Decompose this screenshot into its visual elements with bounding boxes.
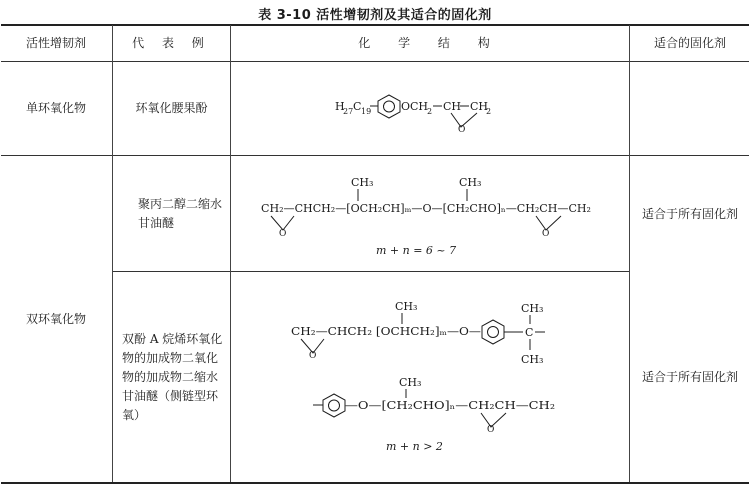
benzene-ring-icon <box>323 394 345 417</box>
bpa-line1: CH₂—CHCH₂ [OCHCH₂]ₘ—O— <box>291 325 481 338</box>
cardanol-chain-c-sub: 19 <box>361 107 372 116</box>
cardanol-och2-sub: 2 <box>427 107 433 116</box>
header-chemical-structure: 化 学 结 构 <box>358 36 502 50</box>
example-ppg-diglycidyl-ether: 聚丙二醇二缩水甘油醚 <box>138 197 223 230</box>
curing-agent-row2: 适合于所有固化剂 <box>641 206 738 221</box>
cardanol-ch: CH <box>443 100 462 113</box>
category-diepoxide: 双环氧化物 <box>25 311 86 326</box>
cardanol-ch2: CH <box>470 100 489 113</box>
bpa-mn-note: m + n > 2 <box>386 440 443 453</box>
table-caption: 表 3-10 活性增韧剂及其适合的固化剂 <box>258 8 492 23</box>
cardanol-epoxy-o: O <box>458 125 466 135</box>
bpa-epoxy-o-1: O <box>309 351 317 361</box>
header-curing-agent: 适合的固化剂 <box>653 36 726 50</box>
bpa-methyl-top: CH₃ <box>395 300 418 313</box>
curing-agent-row3: 适合于所有固化剂 <box>641 369 738 384</box>
benzene-ring-icon <box>378 95 400 118</box>
bpa-methyl-2: CH₃ <box>399 376 422 389</box>
header-example: 代 表 例 <box>132 36 211 50</box>
structure-bisphenol-a-adduct <box>231 272 629 482</box>
bpa-quaternary-c: C <box>525 326 534 339</box>
bpa-ch3-bottom: CH₃ <box>521 353 544 366</box>
cardanol-chain-h: H <box>335 100 345 113</box>
ppg-epoxy-o-left: O <box>279 229 287 239</box>
bpa-ch3-top: CH₃ <box>521 302 544 315</box>
curing-agent-row1 <box>630 62 750 155</box>
ppg-main-chain: CH₂—CHCH₂—[OCH₂CH]ₘ—O—[CH₂CHO]ₙ—CH₂CH—CH₂ <box>261 202 591 215</box>
ppg-mn-note: m + n = 6 ~ 7 <box>376 244 457 257</box>
example-bisphenol-a-adduct: 双酚 A 烷烯环氧化物的加成物二氧化物的加成物二缩水甘油醚（侧链型环氧） <box>122 331 223 422</box>
structure-epoxidized-cardanol <box>231 62 629 155</box>
benzene-ring-icon <box>482 320 504 344</box>
category-monoepoxide: 单环氧化物 <box>25 101 86 115</box>
cardanol-ch2-sub: 2 <box>486 107 492 116</box>
cardanol-och2: OCH <box>401 100 429 113</box>
bpa-line2: —O—[CH₂CHO]ₙ—CH₂CH—CH₂ <box>345 399 555 412</box>
example-epoxidized-cardanol: 环氧化腰果酚 <box>135 101 208 115</box>
ppg-methyl-1: CH₃ <box>351 176 374 189</box>
cardanol-chain-h-sub: 27 <box>343 107 354 116</box>
ppg-epoxy-o-right: O <box>542 229 550 239</box>
table-bottom-rule <box>1 482 749 484</box>
ppg-methyl-2: CH₃ <box>459 176 482 189</box>
bpa-epoxy-o-2: O <box>487 425 495 435</box>
cardanol-chain-c: C <box>353 100 362 113</box>
header-reactive-toughener: 活性增韧剂 <box>25 36 86 50</box>
structure-ppg-diglycidyl-ether <box>231 156 629 272</box>
